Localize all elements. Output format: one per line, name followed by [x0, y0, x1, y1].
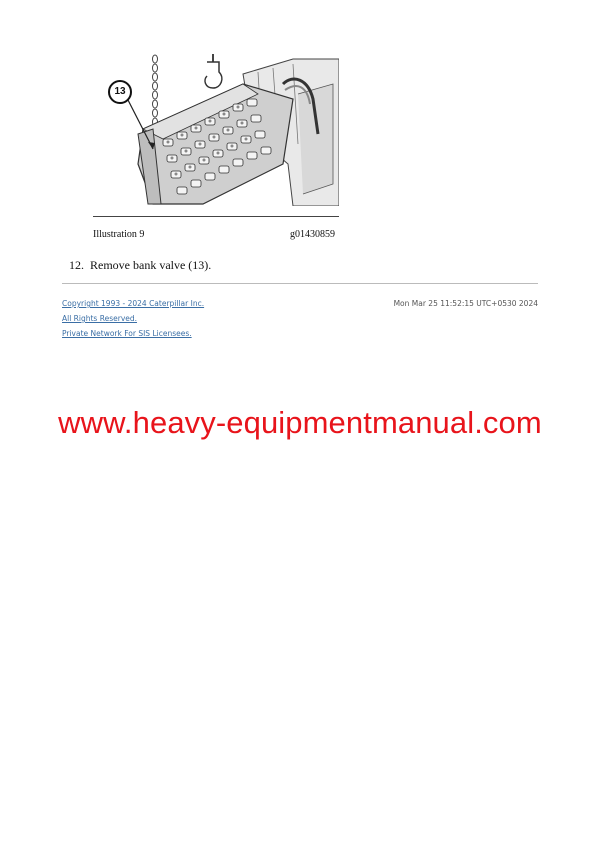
- private-network-link[interactable]: Private Network For SIS Licensees.: [62, 329, 192, 338]
- step-text: Remove bank valve (13).: [90, 258, 212, 272]
- copyright-link[interactable]: Copyright 1993 - 2024 Caterpillar Inc.: [62, 299, 205, 308]
- footer-timestamp: Mon Mar 25 11:52:15 UTC+0530 2024: [393, 299, 538, 308]
- callout-13: [108, 80, 132, 104]
- figure-caption-id: g01430859: [290, 229, 335, 240]
- footer-divider: [62, 283, 538, 284]
- figure-caption-label: Illustration 9: [93, 229, 145, 240]
- callout-label: 13: [114, 86, 126, 97]
- figure-divider: [93, 216, 339, 217]
- watermark-url: www.heavy-equipmentmanual.com: [58, 405, 542, 440]
- step-number: 12.: [69, 258, 84, 272]
- rights-link[interactable]: All Rights Reserved.: [62, 314, 138, 323]
- procedure-step: [69, 258, 211, 273]
- bank-valve-illustration: [93, 54, 339, 206]
- footer-links: [62, 296, 204, 341]
